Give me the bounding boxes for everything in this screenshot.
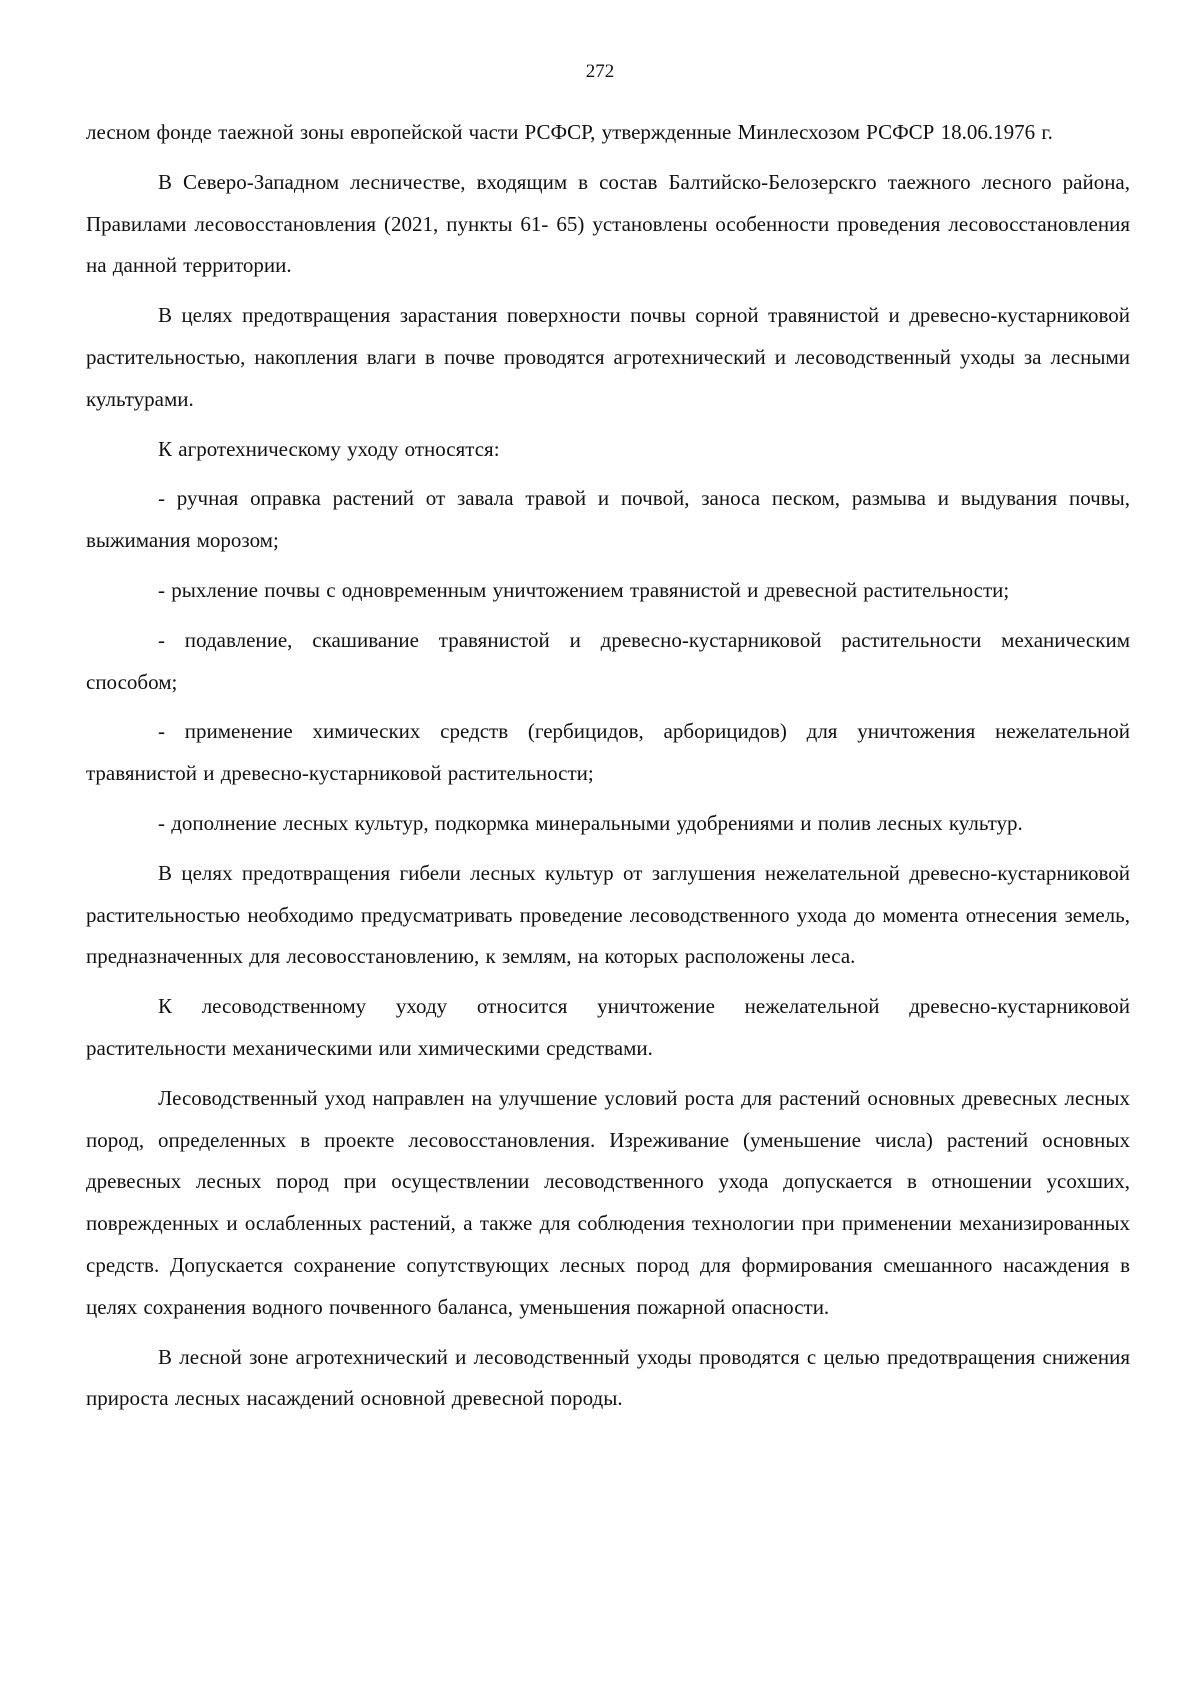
paragraph: К агротехническому уходу относятся: (158, 436, 500, 461)
list-item: - подавление, скашивание травянистой и древесно-кустарниковой растительности механическим способом; (86, 627, 1130, 694)
list-item: - ручная оправка растений от завала травой и почвой, заноса песком, размыва и выдувания почвы, выжимания морозом; (86, 486, 1130, 553)
paragraph: В целях предотвращения гибели лесных культур от заглушения нежелательной древесно-кустарниковой растительностью необходимо предусматривать проведение лесоводственного ухода до момента отнесения земель, предназначенных для лесовосстановлению, к землям, на которых расположены леса. (86, 860, 1130, 969)
list-item: - дополнение лесных культур, подкормка минеральными удобрениями и полив лесных культур. (158, 810, 1023, 835)
page-number: 272 (585, 61, 615, 82)
list-item: - рыхление почвы с одновременным уничтожением травянистой и древесной растительности; (158, 577, 1010, 602)
document-body (86, 112, 1130, 1428)
paragraph: В лесной зоне агротехнический и лесоводственный уходы проводятся с целью предотвращения снижения прироста лесных насаждений основной древесной породы. (86, 1344, 1130, 1411)
paragraph: К лесоводственному уходу относится уничтожение нежелательной древесно-кустарниковой растительности механическими или химическими средствами. (86, 994, 1130, 1060)
paragraph: В целях предотвращения зарастания поверхности почвы сорной травянистой и древесно-кустарниковой растительностью, накопления влаги в почве проводятся агротехнический и лесоводственный уходы за лесными культурами. (86, 303, 1130, 411)
paragraph: лесном фонде таежной зоны европейской части РСФСР, утвержденные Минлесхозом РСФСР 18.06.1976 г. (86, 120, 1053, 144)
list-item: - применение химических средств (гербицидов, арборицидов) для уничтожения нежелательной травянистой и древесно-кустарниковой растительности; (86, 719, 1130, 786)
paragraph: Лесоводственный уход направлен на улучшение условий роста для растений основных древесных лесных пород, определенных в проекте лесовосстановления. Изреживание (уменьшение числа) растений основных древесных лесных пород при осуществлении лесоводственного ухода допускается в отношении усохших, поврежденных и ослабленных растений, а также для соблюдения технологии при применении механизированных средств. Допускается сохранение сопутствующих лесных пород для формирования смешанного насаждения в целях сохранения водного почвенного баланса, уменьшения пожарной опасности. (86, 1085, 1130, 1319)
paragraph: В Северо-Западном лесничестве, входящим в состав Балтийско-Белозерскго таежного лесного района, Правилами лесовосстановления (2021, пункты 61- 65) установлены особенности проведения лесовосстановления на данной территории. (86, 169, 1130, 278)
